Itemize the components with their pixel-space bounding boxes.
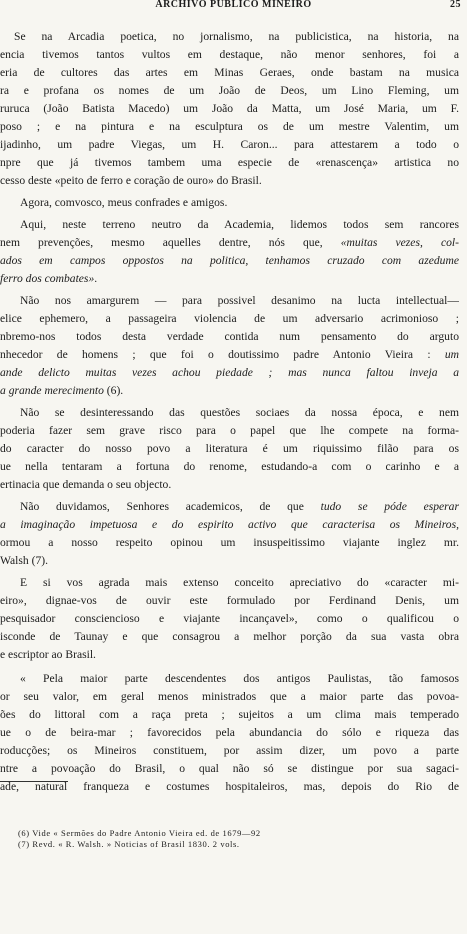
text-line: ra e profana os nomes de um João de Deos, um Lino Fleming, um: [0, 84, 459, 97]
text-line: ertinacia que demanda o seu objecto.: [0, 478, 172, 491]
text-line: do caracter do nosso povo a literatura é um riquissimo filão para os: [0, 442, 459, 455]
header-title: ARCHIVO PUBLICO MINEIRO: [155, 0, 312, 10]
text-line: cesso deste «peito de ferro e coração de ouro» do Brasil.: [0, 174, 262, 187]
text-line: Aqui, neste terreno neutro da Academia, lidemos todos sem rancores: [20, 218, 459, 231]
text-line: ijadinho, um padre Viegas, um H. Caron... para attestarem a todo o: [0, 138, 459, 151]
text-line: eria de cultores das artes em Minas Geraes, onde bastam na musica: [0, 66, 459, 79]
text-line: nhecedor de homens ; que foi o doutissimo padre Antonio Vieira : um: [0, 348, 459, 361]
text-line: Não nos amargurem — para possivel desanimo na lucta intellectual—: [20, 294, 459, 307]
text-line: ue o de beira-mar ; favorecidos pela abundancia do sólo e riqueza das: [0, 726, 459, 739]
text-line: ntre a povoação do Brasil, o qual não só se distingue por sua sagaci-: [0, 762, 459, 775]
text-line: poso ; e na pintura e na esculptura os de um mestre Valentim, um: [0, 120, 459, 133]
text-line: [0, 252, 459, 270]
text-line: or seu valor, em geral menos ministrados que a maior parte das povoa-: [0, 690, 459, 703]
footnote-7: (7) Revd. « R. Walsh. » Noticias of Brasil 1830. 2 vols.: [18, 839, 240, 849]
text-line: ue nella tentaram a fortuna do renome, estudando-a com o carinho e a: [0, 460, 459, 473]
italic-span: ados em campos oppostos na politica, tenhamos cruzado com azedume: [0, 254, 459, 267]
italic-span: ferro dos combates»: [0, 272, 95, 285]
text-line: « Pela maior parte descendentes dos antigos Paulistas, tão famosos: [20, 672, 459, 685]
text-line: ade, natural franqueza e costumes hospitaleiros, mas, depois do Rio de: [0, 780, 459, 793]
page-number: 25: [450, 0, 461, 10]
text-line: [0, 364, 459, 382]
text-line: Não duvidamos, Senhores academicos, de que tudo se póde esperar: [20, 500, 459, 513]
text-line: [0, 516, 459, 534]
italic-span: a imaginação impetuosa e do espirito activo que caracterisa os Mineiros,: [0, 518, 459, 531]
text-line: npre que já tivemos tambem uma especie de «renascença» artistica no: [0, 156, 459, 169]
text-line: roducções; os Mineiros constituem, por assim dizer, um povo a parte: [0, 744, 459, 757]
running-header: [0, 0, 467, 14]
text-line: encia tivemos tantos vultos em destaque, não menor senhores, foi a: [0, 48, 459, 61]
text-line: Walsh (7).: [0, 554, 49, 567]
text-line: nbremo-nos todos desta verdade contida num pensamento do arguto: [0, 330, 459, 343]
text-line: E si vos agrada mais extenso conceito apreciativo do «caracter mi-: [20, 576, 459, 589]
footnote-rule: [0, 781, 68, 782]
text-line: Não se desinteressando das questões sociaes da nossa época, e nem: [20, 406, 459, 419]
text-line: eiro», dignae-vos de ouvir este formulado por Ferdinand Denis, um: [0, 594, 459, 607]
text-line: isconde de Taunay e que consagrou a melhor porção da sua vasta obra: [0, 630, 459, 643]
text-line: ões do littoral com a raça preta ; sujeitos a um clima mais temperado: [0, 708, 459, 721]
italic-span: ande delicto muitas vezes achou piedade ; mas nunca faltou inveja a: [0, 366, 459, 379]
text-line: Agora, comvosco, meus confrades e amigos.: [20, 196, 228, 209]
text-line: Se na Arcadia poetica, no jornalismo, na publicistica, na historia, na: [14, 30, 459, 43]
italic-span: a grande merecimento: [0, 384, 104, 397]
text-line: nem prevenções, mesmo aquelles dentre, nós que, «muitas vezes, col-: [0, 236, 459, 249]
italic-span: «muitas vezes, col-: [340, 236, 459, 249]
text-line: ferro dos combates».: [0, 272, 98, 285]
text-line: poderia fazer sem grave risco para o papel que lhe compete na forma-: [0, 424, 459, 437]
text-line: pesquisador consciencioso e viajante incançavel», como o qualificou o: [0, 612, 459, 625]
text-line: ruruca (João Batista Macedo) um João da Matta, um José Maria, um F.: [0, 102, 459, 115]
text-line: a grande merecimento (6).: [0, 384, 124, 397]
italic-span: um: [444, 348, 459, 361]
text-line: e escriptor ao Brasil.: [0, 648, 96, 661]
footnote-6: (6) Vide « Sermões do Padre Antonio Vieira ed. de 1679—92: [18, 828, 261, 838]
italic-span: tudo se póde esperar: [320, 500, 459, 513]
text-line: ormou a nosso respeito opinou um insuspeitissimo viajante inglez mr.: [0, 536, 459, 549]
text-line: elice ephemero, a passageira violencia de um adversario acrimonioso ;: [0, 312, 459, 325]
